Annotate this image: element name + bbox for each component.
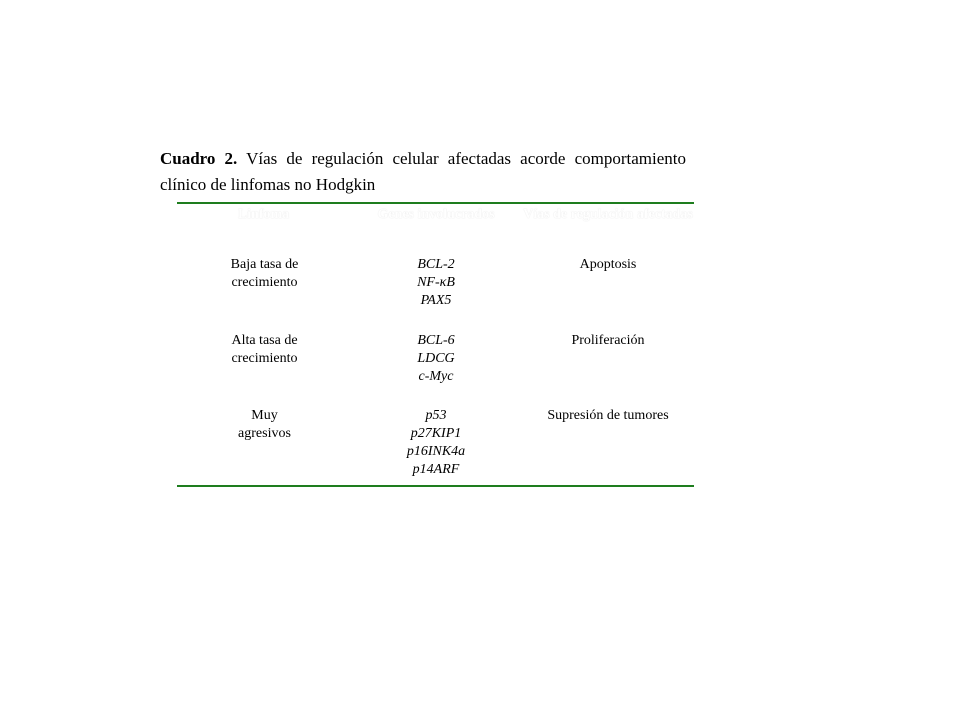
gene-name: p27KIP1	[410, 426, 462, 441]
header-lymphoma: Linfoma	[237, 207, 290, 222]
table-bottom-rule	[177, 485, 694, 487]
genes-cell	[350, 332, 522, 407]
gene-name: PAX5	[420, 293, 452, 308]
caption-text: Vías de regulación celular afectadas acorde comportamiento clínico de linfomas no Hodgkin	[160, 149, 686, 194]
lymphoma-table	[177, 202, 694, 487]
lymphoma-line: Muy	[251, 408, 278, 423]
gene-name: p16INK4a	[406, 444, 466, 459]
gene-name: BCL-2	[417, 257, 455, 272]
lymphoma-line: crecimiento	[231, 351, 298, 366]
lymphoma-cell	[177, 332, 350, 407]
gene-name: p53	[425, 408, 447, 423]
gene-name: c-Myc	[418, 369, 454, 384]
table-header-row	[177, 204, 694, 256]
gene-name: NF-κB	[417, 275, 455, 290]
lymphoma-line: Alta tasa de	[231, 333, 298, 348]
header-genes: Genes involucrados	[377, 207, 495, 222]
genes-cell	[350, 256, 522, 332]
gene-name: BCL-6	[417, 333, 455, 348]
table-caption	[160, 146, 686, 198]
table-row	[177, 407, 694, 485]
lymphoma-line: agresivos	[238, 426, 291, 441]
lymphoma-cell	[177, 256, 350, 332]
lymphoma-line: Baja tasa de	[230, 257, 299, 272]
lymphoma-cell	[177, 407, 350, 485]
pathway-cell: Apoptosis	[579, 257, 637, 272]
pathway-cell: Proliferación	[571, 333, 645, 348]
table-row	[177, 332, 694, 407]
table-row	[177, 256, 694, 332]
lymphoma-line: crecimiento	[231, 275, 298, 290]
header-pathway: Vías de regulación afectadas	[523, 207, 693, 222]
gene-name: p14ARF	[412, 462, 460, 477]
genes-cell	[350, 407, 522, 485]
pathway-cell: Supresión de tumores	[547, 408, 669, 423]
caption-label: Cuadro 2.	[160, 149, 238, 168]
gene-name: LDCG	[417, 351, 455, 366]
